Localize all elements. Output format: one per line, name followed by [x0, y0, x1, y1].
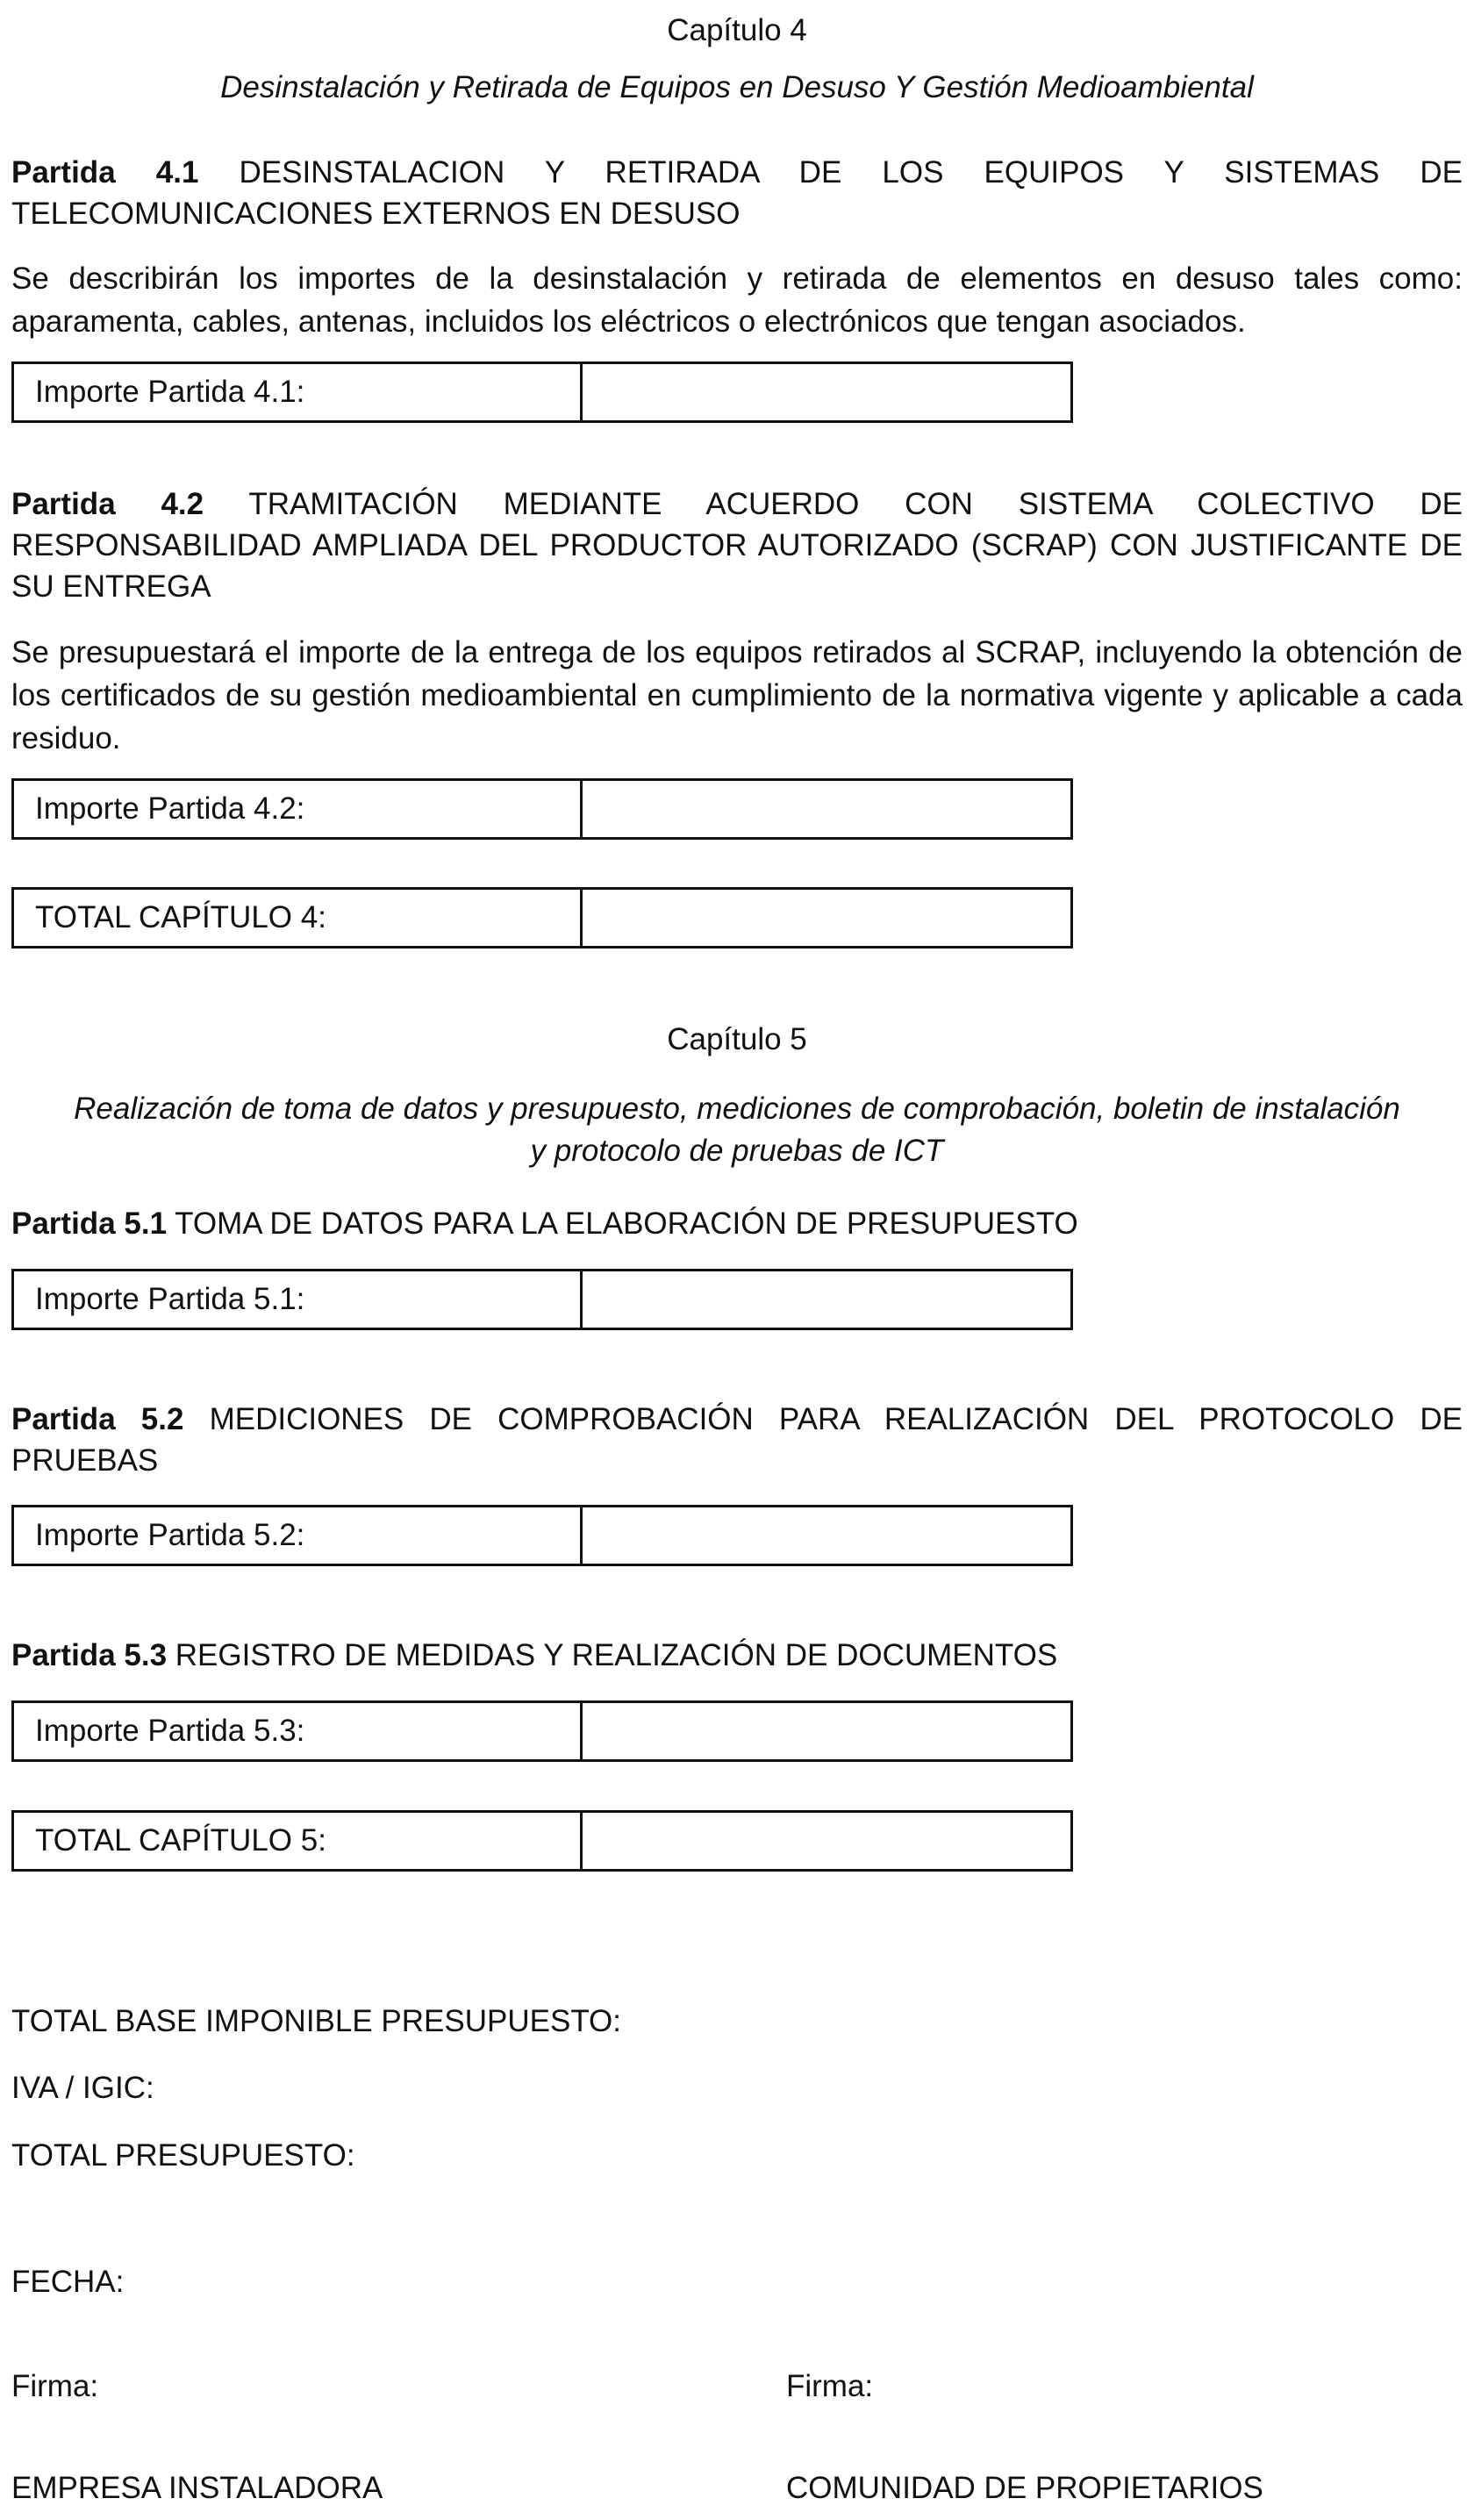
partida-5-1-amount-label: Importe Partida 5.1: [14, 1271, 583, 1328]
partida-5-2-label: Partida 5.2 [11, 1402, 184, 1436]
partida-5-1-label: Partida 5.1 [11, 1206, 168, 1241]
partida-4-2-title: TRAMITACIÓN MEDIANTE ACUERDO CON SISTEMA COLECTIVO DE RESPONSABILIDAD AMPLIADA DEL PRODUCTOR AUTORIZADO (SCRAP) CON JUSTIFICANTE DE SU ENTREGA [11, 487, 1463, 604]
chapter-4-total-row [11, 887, 1073, 949]
chapter-5-total-row [11, 1810, 1073, 1872]
partida-5-2-heading [11, 1399, 1463, 1481]
partida-5-2-amount-label: Importe Partida 5.2: [14, 1507, 583, 1564]
total-budget-label: TOTAL PRESUPUESTO: [11, 2138, 355, 2173]
partida-4-1-title: DESINSTALACION Y RETIRADA DE LOS EQUIPOS Y SISTEMAS DE TELECOMUNICACIONES EXTERNOS EN DESUSO [11, 155, 1463, 231]
chapter-4-subtitle: Desinstalación y Retirada de Equipos en Desuso Y Gestión Medioambiental [220, 70, 1254, 104]
chapter-5-subtitle-line-2: y protocolo de pruebas de ICT [530, 1134, 944, 1168]
partida-4-2-heading [11, 483, 1463, 607]
partida-4-1-amount-field[interactable] [583, 364, 1070, 420]
partida-5-2-title: MEDICIONES DE COMPROBACIÓN PARA REALIZACIÓN DEL PROTOCOLO DE PRUEBAS [11, 1402, 1463, 1478]
partida-4-2-amount-field[interactable] [583, 781, 1070, 837]
tax-label: IVA / IGIC: [11, 2071, 154, 2105]
chapter-5-total-label: TOTAL CAPÍTULO 5: [14, 1813, 583, 1869]
partida-5-3-heading [11, 1635, 1463, 1676]
signature-right-label: Firma: [786, 2369, 874, 2403]
partida-4-1-amount-row [11, 362, 1073, 423]
partida-4-2-amount-row [11, 778, 1073, 840]
partida-5-3-amount-row [11, 1700, 1073, 1762]
chapter-4-total-field[interactable] [583, 890, 1070, 946]
chapter-5-subtitle-line-1: Realización de toma de datos y presupuesto, mediciones de comprobación, boletin de instalación [74, 1092, 1400, 1126]
partida-5-2-amount-row [11, 1505, 1073, 1566]
date-label: FECHA: [11, 2265, 125, 2299]
partida-5-1-title: TOMA DE DATOS PARA LA ELABORACIÓN DE PRESUPUESTO [175, 1206, 1078, 1241]
partida-5-2-amount-field[interactable] [583, 1507, 1070, 1564]
installer-company-label: EMPRESA INSTALADORA [11, 2471, 383, 2505]
chapter-5-title: Capítulo 5 [667, 1022, 807, 1056]
partida-4-2-label: Partida 4.2 [11, 487, 204, 521]
chapter-4-total-label: TOTAL CAPÍTULO 4: [14, 890, 583, 946]
partida-4-1-amount-label: Importe Partida 4.1: [14, 364, 583, 420]
owners-community-label: COMUNIDAD DE PROPIETARIOS [786, 2471, 1263, 2505]
partida-5-3-title: REGISTRO DE MEDIDAS Y REALIZACIÓN DE DOCUMENTOS [175, 1638, 1058, 1672]
total-base-label: TOTAL BASE IMPONIBLE PRESUPUESTO: [11, 2004, 622, 2038]
partida-4-1-heading [11, 152, 1463, 234]
partida-5-3-label: Partida 5.3 [11, 1638, 168, 1672]
partida-4-2-description: Se presupuestará el importe de la entrega de los equipos retirados al SCRAP, incluyendo la obtención de los certificados de su gestión medioambiental en cumplimiento de la normativa vigente y aplicable a cada residuo. [11, 635, 1463, 755]
partida-4-1-label: Partida 4.1 [11, 155, 199, 190]
partida-5-3-amount-field[interactable] [583, 1703, 1070, 1759]
partida-5-1-amount-row [11, 1269, 1073, 1330]
signature-left-label: Firma: [11, 2369, 99, 2403]
partida-5-3-amount-label: Importe Partida 5.3: [14, 1703, 583, 1759]
partida-5-1-amount-field[interactable] [583, 1271, 1070, 1328]
chapter-5-total-field[interactable] [583, 1813, 1070, 1869]
partida-4-2-amount-label: Importe Partida 4.2: [14, 781, 583, 837]
chapter-4-title: Capítulo 4 [667, 13, 807, 47]
partida-5-1-heading [11, 1203, 1463, 1244]
partida-4-1-description: Se describirán los importes de la desinstalación y retirada de elementos en desuso tales como: aparamenta, cables, antenas, incluidos los eléctricos o electrónicos que tengan asociados. [11, 261, 1463, 339]
